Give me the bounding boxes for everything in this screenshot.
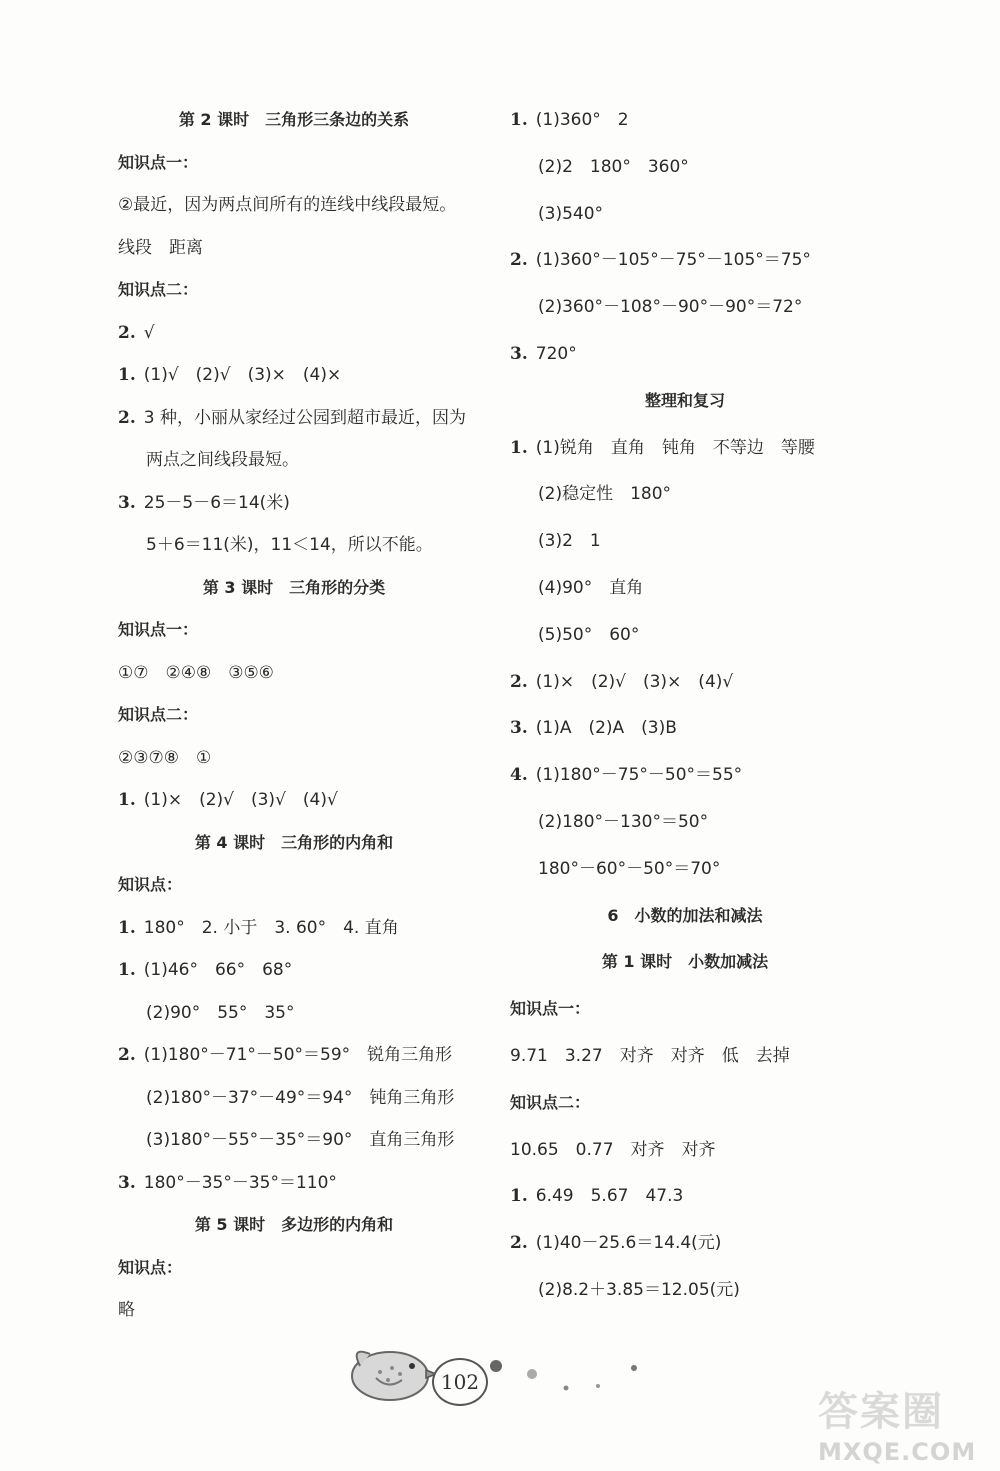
item-text: (1)40－25.6＝14.4(元) xyxy=(535,1233,722,1254)
answer-item xyxy=(510,436,815,460)
item-text: (1)√ (2)√ (3)× (4)× xyxy=(143,365,342,385)
answer-item xyxy=(510,1231,721,1255)
answer-item xyxy=(118,321,155,345)
page-number: 102 xyxy=(432,1358,488,1406)
item-text: (1)180°－71°－50°＝59° 锐角三角形 xyxy=(143,1045,453,1065)
item-text: 6.49 5.67 47.3 xyxy=(535,1186,684,1207)
answer-line: 10.65 0.77 对齐 对齐 xyxy=(510,1139,716,1160)
item-number: 3. xyxy=(510,718,528,739)
item-text: 25－5－6＝14(米) xyxy=(143,492,290,513)
lesson-heading xyxy=(118,1213,470,1237)
item-number: 2. xyxy=(510,250,528,271)
lesson-heading xyxy=(118,831,470,855)
lesson-heading-text: 整理和复习 xyxy=(644,390,725,410)
item-text: (1)46° 66° 68° xyxy=(143,960,293,980)
answer-continuation: 5＋6＝11(米)，11＜14，所以不能。 xyxy=(146,535,433,555)
answer-item xyxy=(118,958,292,982)
lesson-heading-text: 第 2 课时 三角形三条边的关系 xyxy=(178,110,410,129)
answer-continuation: (2)360°－108°－90°－90°＝72° xyxy=(538,297,803,318)
answer-item xyxy=(510,248,811,272)
lesson-heading-text: 第 3 课时 三角形的分类 xyxy=(202,577,386,597)
answer-line: ①⑦ ②④⑧ ③⑤⑥ xyxy=(118,662,274,683)
knowledge-point-label: 知识点： xyxy=(118,1257,183,1277)
answer-item xyxy=(510,108,629,132)
watermark-url: MXQE.COM xyxy=(818,1438,977,1466)
item-number: 3. xyxy=(510,344,528,364)
item-number: 1. xyxy=(510,110,528,130)
item-number: 3. xyxy=(118,492,136,513)
item-text: (1)× (2)√ (3)× (4)√ xyxy=(535,671,734,692)
item-text: 3 种，小丽从家经过公园到超市最近，因为 xyxy=(143,407,466,428)
dots-icon xyxy=(486,1358,646,1398)
lesson-heading-text: 第 5 课时 多边形的内角和 xyxy=(194,1215,394,1234)
knowledge-point-label: 知识点一： xyxy=(118,620,199,639)
lesson-heading xyxy=(510,904,860,928)
answer-item xyxy=(118,363,341,387)
answer-line: 线段 距离 xyxy=(118,237,203,258)
item-number: 2. xyxy=(118,1045,136,1065)
lesson-heading xyxy=(118,576,470,600)
item-number: 2. xyxy=(118,322,136,343)
answer-continuation: 两点之间线段最短。 xyxy=(146,450,299,470)
answer-continuation: (3)540° xyxy=(538,203,604,224)
answer-item xyxy=(510,670,733,694)
lesson-heading-text: 第 1 课时 小数加减法 xyxy=(601,952,769,972)
answer-continuation: 180°－60°－50°＝70° xyxy=(538,858,721,879)
item-text: (1)锐角 直角 钝角 不等边 等腰 xyxy=(535,437,815,458)
item-number: 3. xyxy=(118,1172,136,1193)
answer-item xyxy=(510,342,577,366)
answer-continuation: (2)8.2＋3.85＝12.05(元) xyxy=(538,1280,740,1300)
watermark xyxy=(818,1380,998,1468)
bird-icon xyxy=(340,1336,440,1408)
lesson-heading-text: 第 4 课时 三角形的内角和 xyxy=(194,832,394,852)
item-number: 1. xyxy=(510,437,528,458)
item-text: 180° 2. 小于 3. 60° 4. 直角 xyxy=(143,917,399,938)
item-number: 2. xyxy=(118,407,136,428)
answer-continuation: (2)180°－130°＝50° xyxy=(538,812,709,832)
answer-item xyxy=(510,1184,683,1208)
lesson-heading xyxy=(118,108,470,132)
item-number: 2. xyxy=(510,1233,528,1254)
answer-item xyxy=(510,763,742,787)
knowledge-point-label: 知识点二： xyxy=(118,705,199,724)
answer-continuation: (5)50° 60° xyxy=(538,624,640,645)
lesson-heading-text: 6 小数的加法和减法 xyxy=(607,905,763,925)
watermark-text: 答案圈 xyxy=(818,1389,944,1435)
item-number: 1. xyxy=(118,365,136,385)
answer-continuation: (4)90° 直角 xyxy=(538,578,644,598)
answer-item xyxy=(118,491,290,515)
item-text: (1)360°－105°－75°－105°＝75° xyxy=(535,250,811,271)
answer-line: ②最近，因为两点间所有的连线中线段最短。 xyxy=(118,195,457,215)
item-text: √ xyxy=(143,322,155,343)
answer-continuation: (2)180°－37°－49°＝94° 钝角三角形 xyxy=(146,1087,455,1108)
answer-item xyxy=(118,788,338,812)
item-text: (1)360° 2 xyxy=(535,110,629,130)
answer-item xyxy=(118,916,399,940)
item-text: 180°－35°－35°＝110° xyxy=(143,1172,337,1193)
knowledge-point-label: 知识点： xyxy=(118,875,183,894)
answer-continuation: (2)稳定性 180° xyxy=(538,484,672,505)
answer-item xyxy=(118,1043,452,1067)
item-text: (1)180°－75°－50°＝55° xyxy=(535,765,743,786)
item-text: (1)× (2)√ (3)√ (4)√ xyxy=(143,790,338,810)
answer-continuation: (2)2 180° 360° xyxy=(538,156,689,177)
lesson-heading xyxy=(510,389,860,413)
answer-item xyxy=(510,716,677,740)
knowledge-point-label: 知识点一： xyxy=(510,999,591,1019)
answer-continuation: (2)90° 55° 35° xyxy=(146,1002,295,1023)
item-number: 2. xyxy=(510,671,528,692)
item-number: 1. xyxy=(118,960,136,980)
item-number: 4. xyxy=(510,765,528,786)
item-text: (1)A (2)A (3)B xyxy=(535,718,677,739)
answer-item xyxy=(118,1171,337,1195)
item-number: 1. xyxy=(118,917,136,938)
answer-line: ②③⑦⑧ ① xyxy=(118,747,212,768)
knowledge-point-label: 知识点二： xyxy=(510,1092,591,1112)
knowledge-point-label: 知识点二： xyxy=(118,280,199,299)
answer-continuation: (3)2 1 xyxy=(538,531,601,552)
knowledge-point-label: 知识点一： xyxy=(118,152,199,172)
lesson-heading xyxy=(510,950,860,974)
item-number: 1. xyxy=(510,1186,528,1207)
answer-continuation: (3)180°－55°－35°＝90° 直角三角形 xyxy=(146,1130,455,1150)
answer-line: 9.71 3.27 对齐 对齐 低 去掉 xyxy=(510,1046,790,1066)
answer-item xyxy=(118,406,466,430)
item-text: 720° xyxy=(535,344,577,364)
item-number: 1. xyxy=(118,790,136,810)
answer-line: 略 xyxy=(118,1300,135,1320)
